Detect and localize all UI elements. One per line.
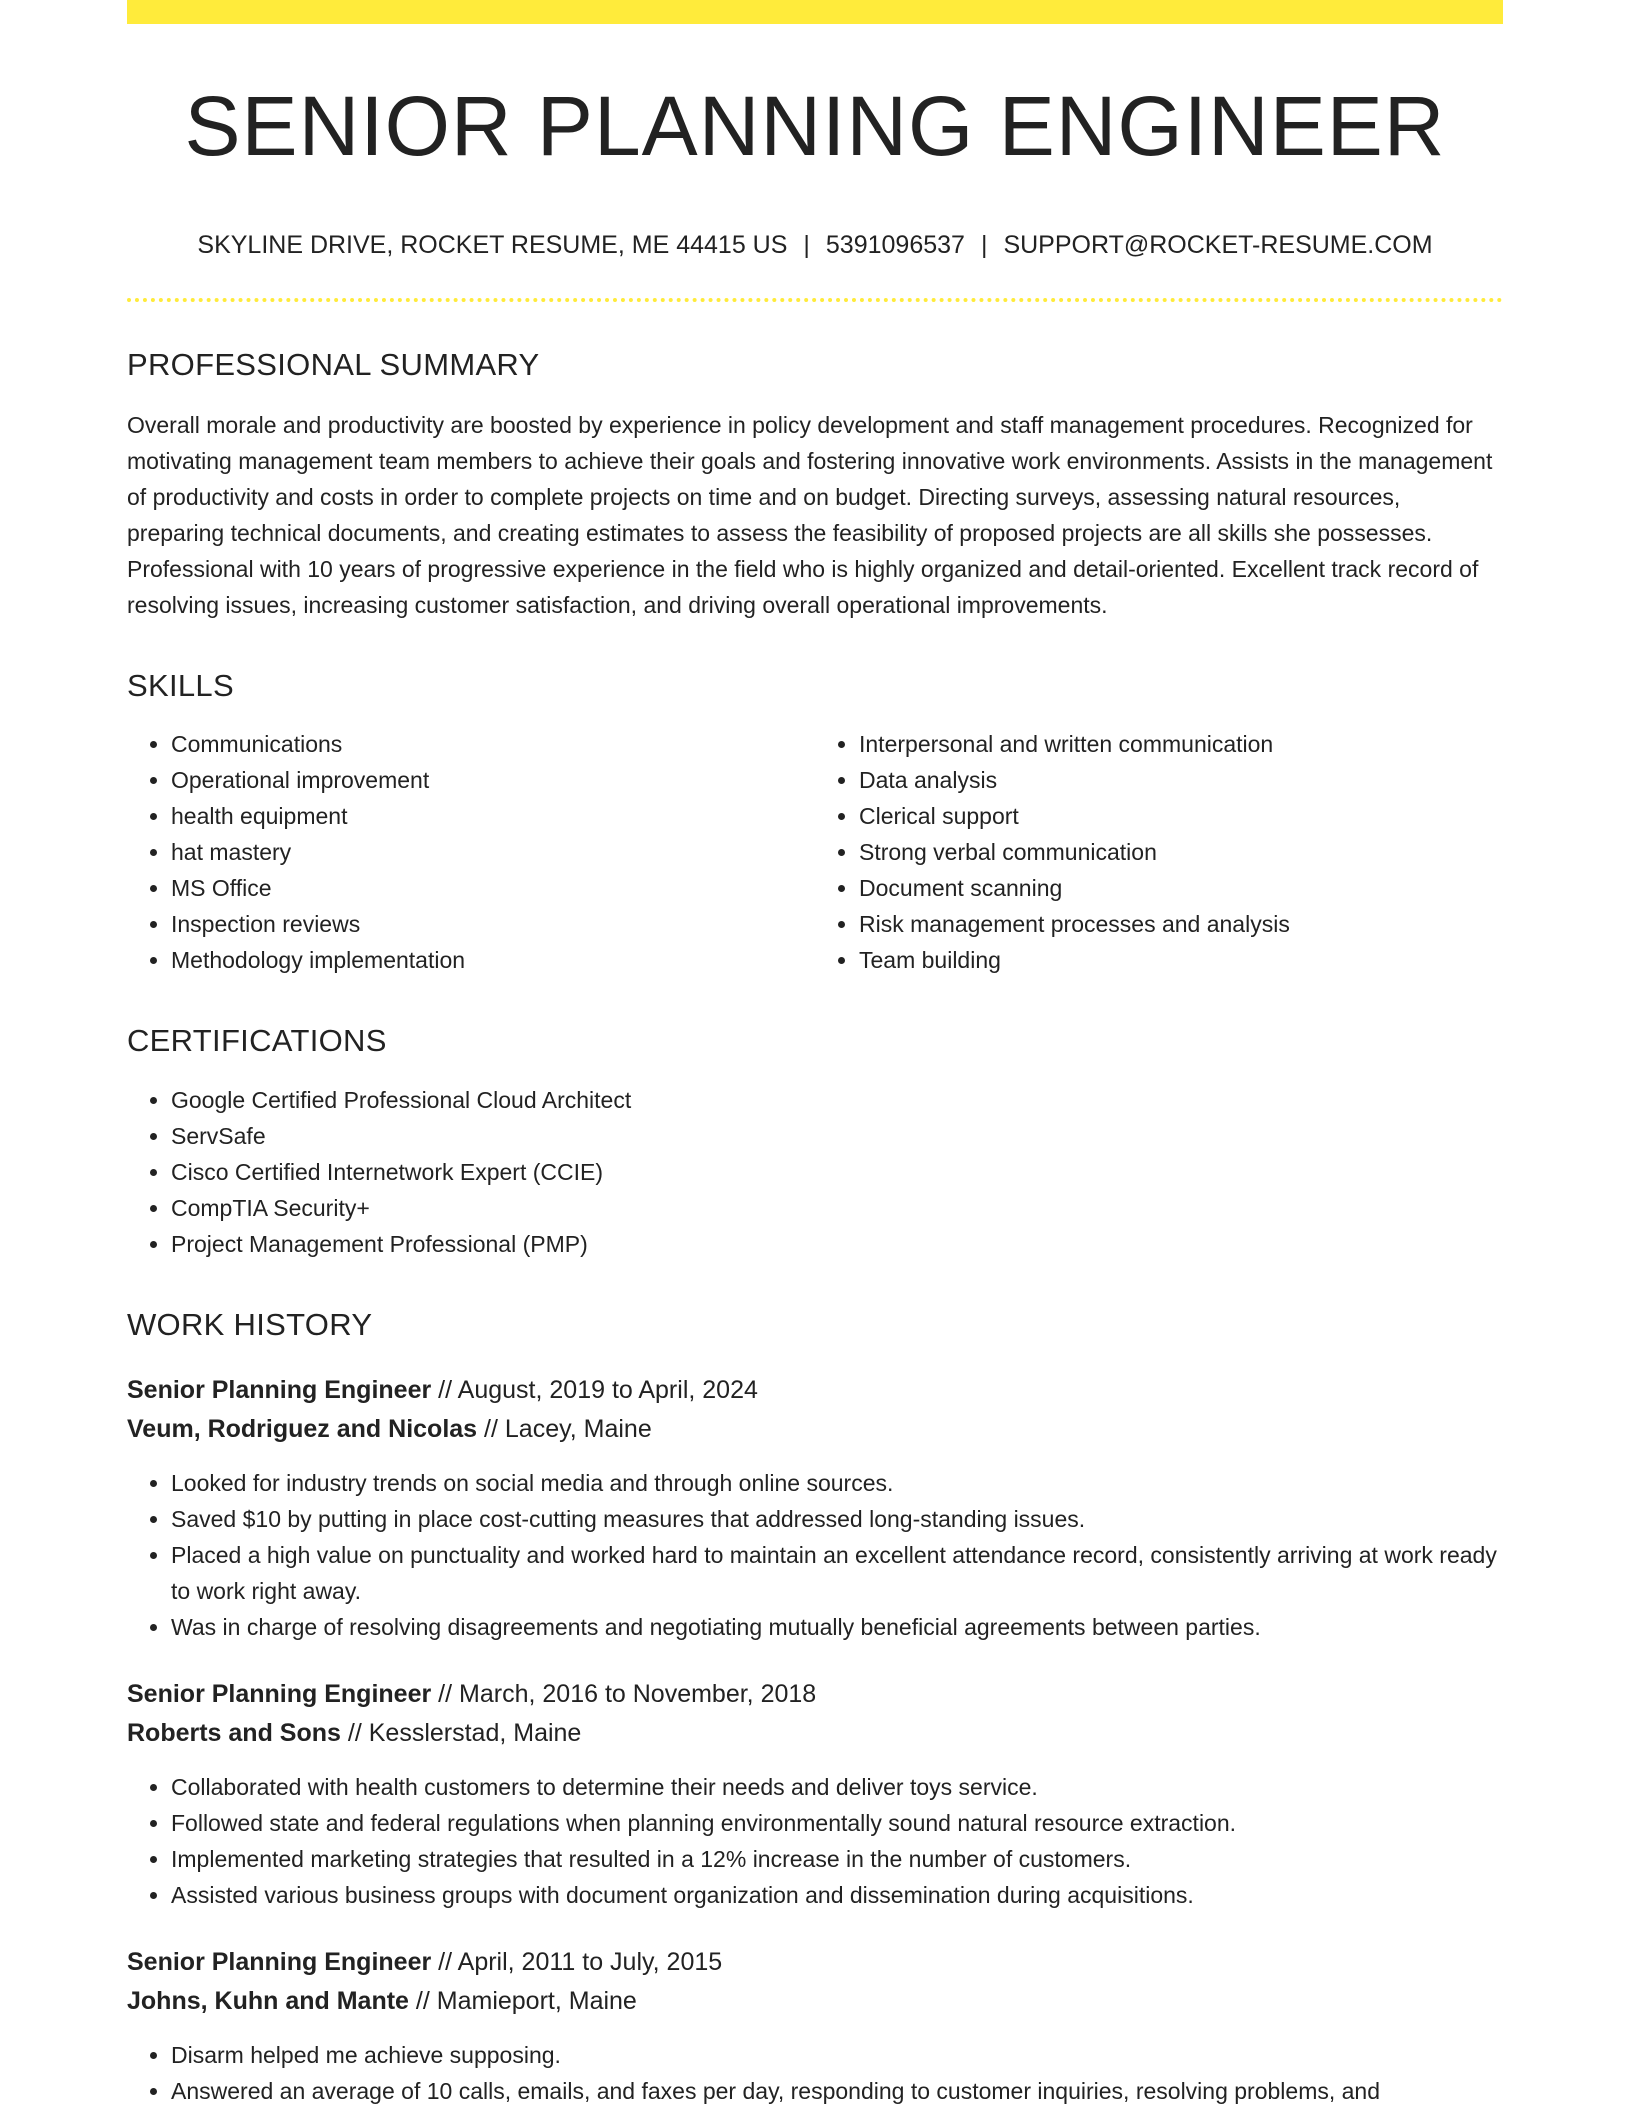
contact-separator: | xyxy=(980,231,988,259)
job-location: Mamieport, Maine xyxy=(436,1986,637,2015)
job-company-line xyxy=(127,1982,1503,2021)
job-dates: April, 2011 to July, 2015 xyxy=(457,1947,723,1976)
job-dates: August, 2019 to April, 2024 xyxy=(457,1375,758,1404)
job-bullet: • Collaborated with health customers to determine their needs and deliver toys service. xyxy=(171,1769,1503,1805)
job-company-line xyxy=(127,1410,1503,1449)
job-divider: // xyxy=(415,1986,430,2015)
job-divider: // xyxy=(438,1679,453,1708)
certification-item: • Google Certified Professional Cloud Architect xyxy=(171,1082,1503,1118)
skill-item: • Risk management processes and analysis xyxy=(859,906,1503,942)
work-history-heading: WORK HISTORY xyxy=(127,1306,373,1342)
job-dates: March, 2016 to November, 2018 xyxy=(459,1679,817,1708)
job-bullets xyxy=(127,2037,1503,2109)
skills-columns xyxy=(127,704,1503,978)
summary-heading: PROFESSIONAL SUMMARY xyxy=(127,347,540,382)
resume-content xyxy=(127,24,1503,2109)
skill-item: • Interpersonal and written communication xyxy=(859,726,1503,762)
certifications-list xyxy=(127,1082,1503,1262)
contact-separator: | xyxy=(803,231,810,259)
job-bullet: • Was in charge of resolving disagreements and negotiating mutually beneficial agreements between parties. xyxy=(171,1609,1503,1645)
job-company-line xyxy=(127,1714,1503,1753)
certifications-heading: CERTIFICATIONS xyxy=(127,1023,387,1059)
job-entry xyxy=(127,1675,1503,1913)
job-bullets xyxy=(127,1465,1503,1645)
job-company: Roberts and Sons xyxy=(127,1718,341,1747)
skill-item: • Data analysis xyxy=(859,762,1503,798)
job-divider: // xyxy=(438,1375,453,1404)
job-bullet: • Assisted various business groups with document organization and dissemination during acquisitions. xyxy=(171,1877,1503,1913)
skill-item: • Team building xyxy=(859,942,1503,978)
job-bullet: • Implemented marketing strategies that resulted in a 12% increase in the number of customers. xyxy=(171,1841,1503,1877)
certification-item: • ServSafe xyxy=(171,1118,1503,1154)
job-bullet: • Answered an average of 10 calls, emails, and faxes per day, responding to customer inquiries, resolving problems, and xyxy=(171,2073,1503,2109)
job-divider: // xyxy=(438,1947,453,1976)
job-divider: // xyxy=(484,1414,498,1443)
job-location: Kesslerstad, Maine xyxy=(368,1718,582,1747)
skill-item: • Document scanning xyxy=(859,870,1503,906)
email: SUPPORT@ROCKET-RESUME.COM xyxy=(1003,231,1433,259)
certification-item: • CompTIA Security+ xyxy=(171,1190,1503,1226)
skill-item: • Communications xyxy=(171,726,815,762)
job-bullet: • Placed a high value on punctuality and worked hard to maintain an excellent attendance record, consistently arriving at work ready to work right away. xyxy=(171,1537,1503,1609)
job-bullets xyxy=(127,1769,1503,1913)
job-bullet: • Saved $10 by putting in place cost-cutting measures that addressed long-standing issues. xyxy=(171,1501,1503,1537)
job-title-line xyxy=(127,1371,1503,1410)
certification-item: • Cisco Certified Internetwork Expert (CCIE) xyxy=(171,1154,1503,1190)
job-bullet: • Disarm helped me achieve supposing. xyxy=(171,2037,1503,2073)
skills-left-list xyxy=(127,726,815,978)
address: SKYLINE DRIVE, ROCKET RESUME, ME 44415 US xyxy=(197,231,788,259)
job-location: Lacey, Maine xyxy=(504,1414,652,1443)
job-title: Senior Planning Engineer xyxy=(127,1679,432,1708)
top-accent-bar xyxy=(127,0,1503,24)
job-bullet: • Followed state and federal regulations when planning environmentally sound natural resource extraction. xyxy=(171,1805,1503,1841)
skill-item: • Inspection reviews xyxy=(171,906,815,942)
candidate-title: SENIOR PLANNING ENGINEER xyxy=(184,79,1446,173)
skill-item: • Operational improvement xyxy=(171,762,815,798)
phone: 5391096537 xyxy=(825,231,965,259)
job-entry xyxy=(127,1371,1503,1645)
job-title-line xyxy=(127,1675,1503,1714)
skill-item: • Strong verbal communication xyxy=(859,834,1503,870)
job-bullet: • Looked for industry trends on social media and through online sources. xyxy=(171,1465,1503,1501)
skill-item: • hat mastery xyxy=(171,834,815,870)
contact-line xyxy=(127,230,1503,260)
skill-item: • Methodology implementation xyxy=(171,942,815,978)
skill-item: • Clerical support xyxy=(859,798,1503,834)
certification-item: • Project Management Professional (PMP) xyxy=(171,1226,1503,1262)
dotted-divider xyxy=(127,298,1503,302)
job-divider: // xyxy=(347,1718,362,1747)
skills-heading: SKILLS xyxy=(127,668,234,704)
job-title-line xyxy=(127,1943,1503,1982)
skill-item: • health equipment xyxy=(171,798,815,834)
job-title: Senior Planning Engineer xyxy=(127,1947,432,1976)
job-title: Senior Planning Engineer xyxy=(127,1375,432,1404)
job-entry xyxy=(127,1943,1503,2109)
summary-text: Overall morale and productivity are boosted by experience in policy development and staff management procedures. Recognized for motivating management team members to achieve their goals and fostering innovative work environments. Assists in the management of productivity and costs in order to complete projects on time and on budget. Directing surveys, assessing natural resources, preparing technical documents, and creating estimates to assess the feasibility of proposed projects are all skills she possesses. Professional with 10 years of progressive experience in the field who is highly organized and detail-oriented. Excellent track record of resolving issues, increasing customer satisfaction, and driving overall operational improvements. xyxy=(127,412,1493,619)
skill-item: • MS Office xyxy=(171,870,815,906)
job-company: Johns, Kuhn and Mante xyxy=(127,1986,409,2015)
skills-right-list xyxy=(815,726,1503,978)
job-company: Veum, Rodriguez and Nicolas xyxy=(127,1414,478,1443)
